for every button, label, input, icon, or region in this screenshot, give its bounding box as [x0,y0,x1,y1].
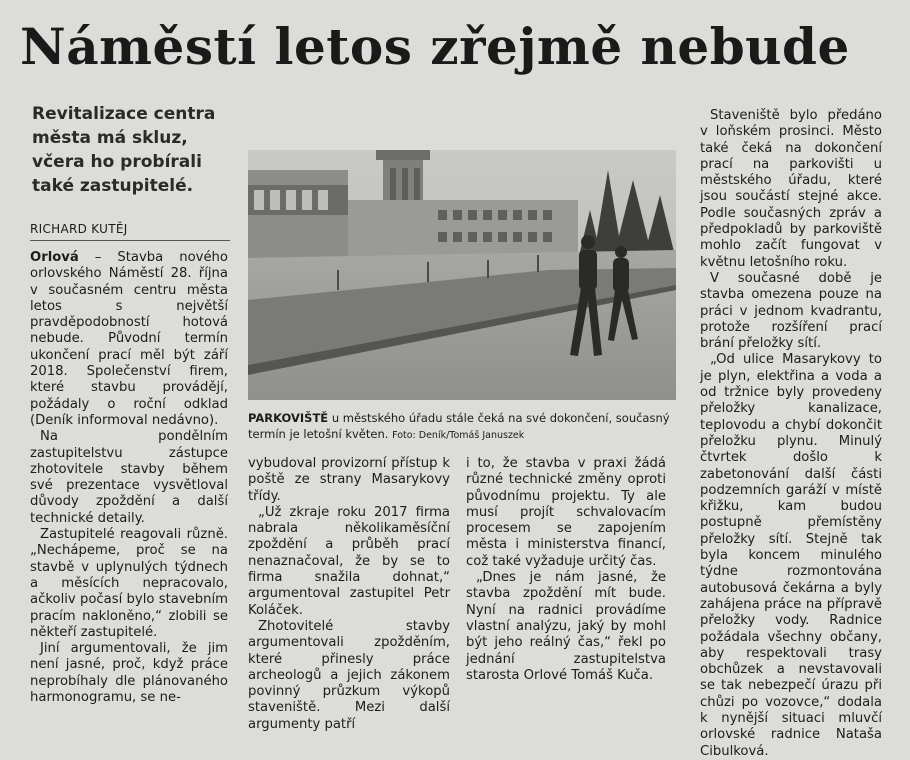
paragraph: Na pondělním zastupitelstvu zástupce zhotovitele stavby během své prezentace vysvětloval důvody zpoždění a další technické detaily. [30,429,228,526]
perex: Revitalizace centra města má skluz, včera ho probírali také zastupitelé. [32,104,216,196]
paragraph: „Už zkraje roku 2017 firma nabrala několikaměsíční zpoždění a průběh prací nenaznačoval, že by se to firma snažila dohnat,“ argumentoval zastupitel Petr Koláček. [248,504,450,618]
caption-text: u městského úřadu stále čeká na své dokončení, současný termín je letošní květen. [248,411,670,441]
paragraph: „Od ulice Masarykovy to je plyn, elektřina a voda a od tržnice byly provedeny přeložky kanalizace, teplovodu a chybí dokončit přeložku plynu. Minulý čtvrtek došlo k zabetonování další části podzemních garáží v místě křižku, kam budou postupně přemístěny přeložky sítí. Stejně tak byla koncem minulého týdne rozmontována autobusová čekárna a byly zahájena práce na přípravě přeložky vody. Radnice požádala všechny občany, aby respektovali trasy obchůzek a nevstavovali se tak nebezpečí úrazu při chůzi po vozovce,“ dodala k nynější situaci mluvčí orlovské radnice Nataša Cibulková. [700,352,882,759]
paragraph: i to, že stavba v praxi žádá různé technické změny oproti původnímu projektu. Ty ale musí projít schvalovacím procesem se zapojením města i ministerstva financí, což také vyžaduje určitý čas. [466,456,666,569]
article-column-4 [700,108,882,759]
paragraph: Jiní argumentovali, že jim není jasné, proč, když práce neprobíhaly dle plánovaného harmonogramu, se ne- [30,641,228,706]
article-column-3 [466,456,666,720]
headline: Náměstí letos zřejmě nebude [20,17,850,76]
dateline-place: Orlová [30,250,79,265]
paragraph: „Dnes je nám jasné, že stavba zpoždění mít bude. Nyní na radnici provádíme vlastní analýzu, jaký by mohl být jeho reálný čas,“ řekl po jednání zastupitelstva starosta Orlové Tomáš Kuča. [466,570,666,683]
article-column-2 [248,456,450,732]
author-byline: RICHARD KUTĚJ [30,222,230,241]
paragraph [30,250,228,429]
photo-credit: Foto: Deník/Tomáš Januszek [392,430,525,441]
article-column-1 [30,250,228,720]
photo-illustration [248,150,676,400]
paragraph: Staveniště bylo předáno v loňském prosinci. Město také čeká na dokončení prací na parkovišti u městského úřadu, které jsou součástí stejné akce. Podle současných zpráv a předpokladů by parkoviště mohlo začít fungovat v květnu letošního roku. [700,108,882,270]
paragraph: Zhotovitelé stavby argumentovali zpožděním, které přinesly práce archeologů a jejich zákonem povinný průzkum výkopů staveniště. Mezi další argumenty patří [248,618,450,732]
paragraph: vybudoval provizorní přístup k poště ze strany Masarykovy třídy. [248,456,450,504]
paragraph-text: – Stavba nového orlovského Náměstí 28. října v současném centru města letos s největší pravděpodobností hotová nebude. Původní termín ukončení prací měl být září 2018. Společenství firem, které stavbu provádějí, požádaly o roční odklad (Deník informoval nedávno). [30,250,228,428]
photo-caption [248,410,678,444]
photo-parking-lot [248,150,676,400]
paragraph: V současné době je stavba omezena pouze na práci v jednom kvadrantu, protože rozšíření prací brání přeložky sítí. [700,270,882,352]
caption-lead: PARKOVIŠTĚ [248,411,329,425]
paragraph: Zastupitelé reagovali různě. „Nechápeme, proč se na stavbě v uplynulých týdnech a měsících nepracovalo, ačkoliv počasí bylo stavebním pracím nakloněno,“ zlobili se někteří zastupitelé. [30,527,228,640]
